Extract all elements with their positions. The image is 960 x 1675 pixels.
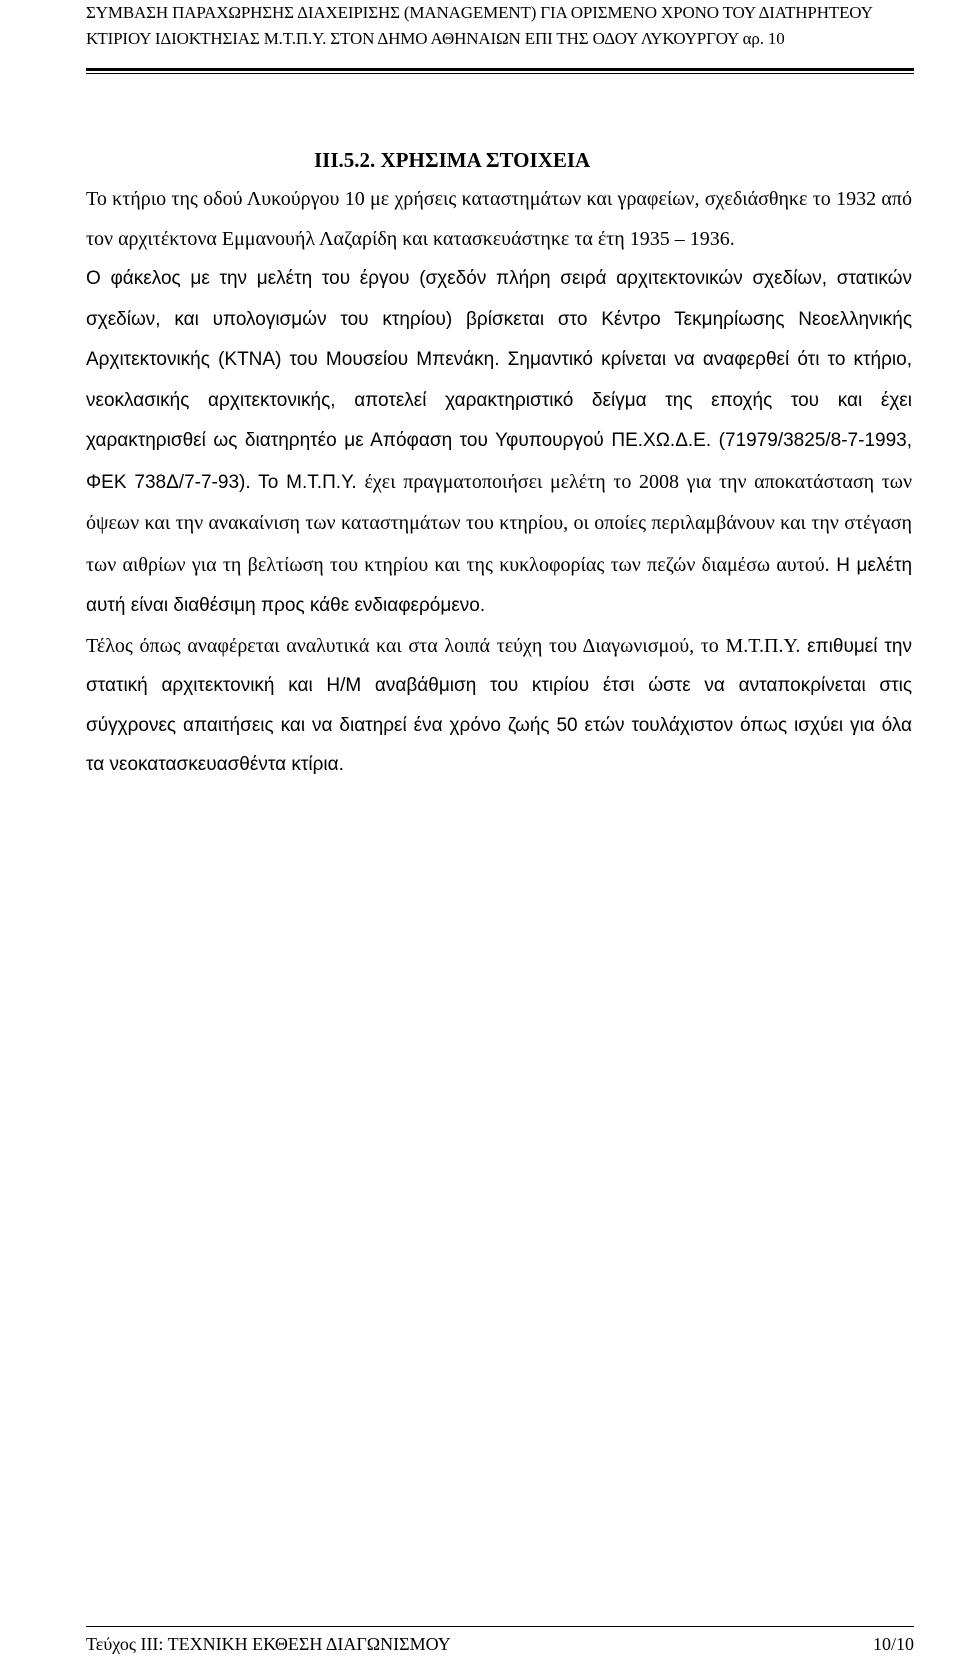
footer-divider <box>86 1626 914 1627</box>
section-title: ΙΙΙ.5.2. ΧΡΗΣΙΜΑ ΣΤΟΙΧΕΙΑ <box>314 148 591 172</box>
upgrade-goal-text: επιθυμεί την στατική αρχιτεκτονική και Η/Μ αναβάθμιση του κτιρίου έτσι ώστε να ανταποκρίνεται στις σύγχρονες απαιτήσεις και να διατηρεί ένα χρόνο ζωής 50 ετών τουλάχιστον όπως ισχύει για όλα τα νεοκατασκευασθέντα κτίρια. <box>86 635 912 775</box>
documentation-text: Ο φάκελος με την μελέτη του έργου (σχεδόν πλήρη σειρά αρχιτεκτονικών σχεδίων, στατικών σχεδίων, και υπολογισμών του κτηρίου) βρίσκεται στο Κέντρο Τεκμηρίωσης Νεοελληνικής Αρχιτεκτονικής (ΚΤΝΑ) του Μουσείου Μπενάκη. Σημαντικό κρίνεται να αναφερθεί ότι το κτήριο, νεοκλασικής αρχιτεκτονικής, αποτελεί χαρακτηριστικό δείγμα της εποχής του και έχει χαρακτηρισθεί ως διατηρητέο με Απόφαση του Υφυπουργού ΠΕ.ΧΩ.Δ.Ε. (71979/3825/8-7-1993, ΦΕΚ 738Δ/7-7-93). Το Μ.Τ.Π.Υ. <box>86 268 912 493</box>
document-body <box>86 140 912 785</box>
footer-document-title: Τεύχος ΙΙΙ: ΤΕΧΝΙΚΗ ΕΚΘΕΣΗ ΔΙΑΓΩΝΙΣΜΟΥ <box>86 1634 451 1654</box>
header-divider <box>86 68 914 74</box>
availability-text: Η μελέτη αυτή είναι διαθέσιμη προς κάθε ενδιαφερόμενο. <box>86 554 913 616</box>
study-2008-text: έχει πραγματοποιήσει μελέτη το 2008 για την αποκατάσταση των όψεων και την ανακαίνιση των καταστημάτων του κτηρίου, οι οποίες περιλαμβάνουν και την στέγαση των αιθρίων για τη βελτίωση του κτηρίου και της κυκλοφορίας των πεζών διαμέσω αυτού. <box>86 470 912 576</box>
upgrade-intro-text: Τέλος όπως αναφέρεται αναλυτικά και στα λοιπά τεύχη του Διαγωνισμού, το Μ.Τ.Π.Υ. <box>86 634 801 657</box>
paragraph-history: Το κτήριο της οδού Λυκούργου 10 με χρήσεις καταστημάτων και γραφείων, σχεδιάσθηκε το 1932 από τον αρχιτέκτονα Εμμανουήλ Λαζαρίδη και κατασκευάστηκε τα έτη 1935 – 1936. <box>86 188 912 250</box>
paragraph-upgrade <box>86 627 912 785</box>
header-line-2: ΚΤΙΡΙΟΥ ΙΔΙΟΚΤΗΣΙΑΣ Μ.Τ.Π.Υ. ΣΤΟΝ ΔΗΜΟ ΑΘΗΝΑΙΩΝ ΕΠΙ ΤΗΣ ΟΔΟΥ ΛΥΚΟΥΡΓΟΥ αρ. 10 <box>86 29 785 48</box>
page-header <box>86 0 906 52</box>
footer-page-number: 10/10 <box>872 1634 914 1654</box>
header-line-1: ΣΥΜΒΑΣΗ ΠΑΡΑΧΩΡΗΣΗΣ ΔΙΑΧΕΙΡΙΣΗΣ (MANAGEMENT) ΓΙΑ ΟΡΙΣΜΕΝΟ ΧΡΟΝΟ ΤΟΥ ΔΙΑΤΗΡΗΤΕΟΥ <box>86 3 873 22</box>
paragraph-documentation <box>86 259 912 627</box>
